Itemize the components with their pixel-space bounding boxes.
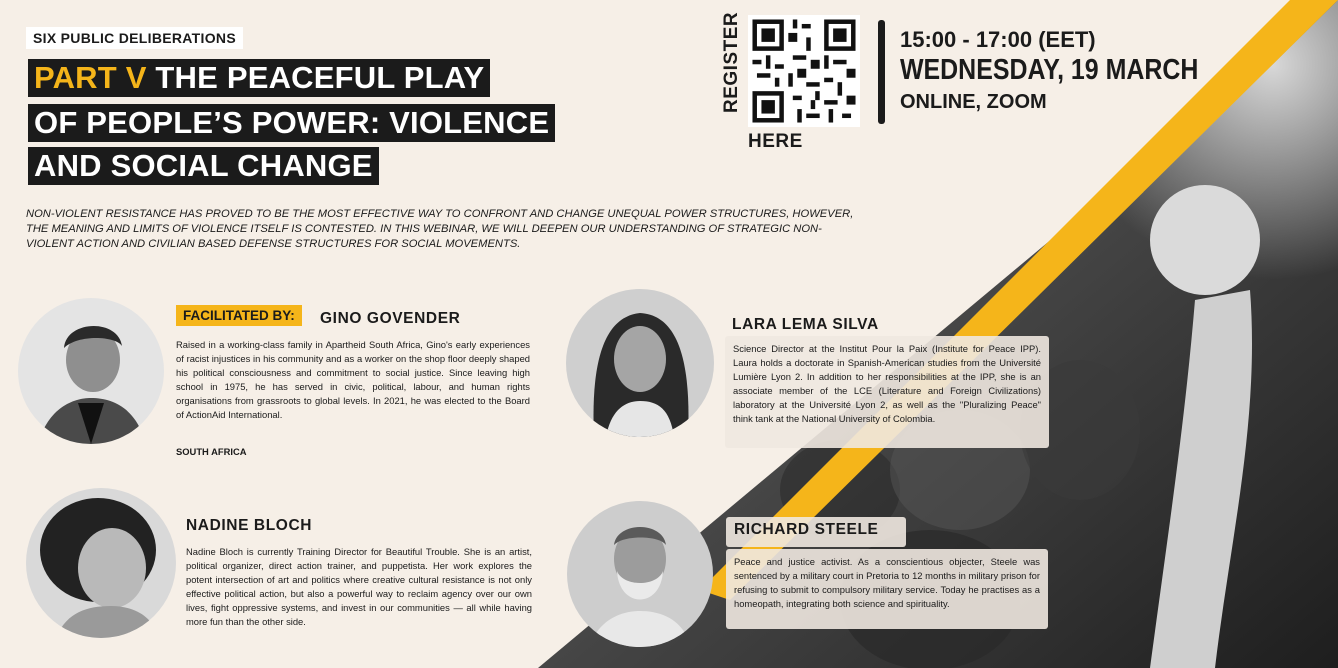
speaker-bio-richard: Peace and justice activist. As a conscientious objecter, Steele was sentenced by a military court in Pretoria to 12 months in military prison for refusing to submit to compulsory military service. Today he practises as a homeopath, integrating both science and spirituality.: [734, 556, 1040, 609]
speaker-bio-lara: Science Director at the Institut Pour la Paix (Institute for Peace IPP). Laura holds a doctorate in Spanish-American studies from the Université Lumière Lyon 2. In addition to her responsibilities at the IPP, she is an associate member of the LCE (Literature and Foreign Civilizations) laboratory at the Université Lyon 2, as well as the "Pluralizing Peace" think tank at the National University of Colombia.: [733, 343, 1041, 424]
speaker-name-lara: LARA LEMA SILVA: [732, 316, 879, 333]
speaker-name-nadine: NADINE BLOCH: [186, 517, 313, 534]
speaker-bio-box-richard: [726, 549, 1048, 629]
qr-code-icon[interactable]: [748, 15, 860, 127]
register-label[interactable]: REGISTER: [721, 11, 742, 113]
lara-lema-silva-avatar: [566, 289, 714, 437]
facilitated-by-badge: FACILITATED BY:: [176, 305, 302, 326]
gino-govender-avatar: [18, 298, 164, 444]
part-label: PART V: [34, 60, 147, 95]
richard-steele-avatar: [567, 501, 713, 647]
series-label: SIX PUBLIC DELIBERATIONS: [26, 27, 243, 49]
event-date: WEDNESDAY, 19 MARCH: [900, 54, 1199, 86]
nadine-bloch-avatar: [26, 488, 176, 638]
facilitator-bio: Raised in a working-class family in Apartheid South Africa, Gino's early experiences of racist injustices in his community and as a worker on the shop floor deeply shaped his political consciousness and commitment to social justice. Since leaving high school in 1975, he has served in civic, political, labour, and human rights organisations from grassroots to global levels. In 2021, he was elected to the Board of ActionAid International.: [176, 339, 530, 420]
speaker-name-richard: RICHARD STEELE: [734, 521, 879, 538]
event-place: ONLINE, ZOOM: [900, 91, 1047, 113]
speaker-bio-box-lara: [725, 336, 1049, 448]
register-here-label[interactable]: HERE: [748, 131, 803, 152]
event-time: 15:00 - 17:00 (EET): [900, 27, 1096, 52]
speaker-name-box-richard: [726, 517, 906, 547]
facilitator-country: SOUTH AFRICA: [176, 446, 247, 457]
title-line-3: AND SOCIAL CHANGE: [28, 147, 379, 185]
title-line-2: OF PEOPLE’S POWER: VIOLENCE: [28, 104, 555, 142]
event-divider: [878, 20, 885, 124]
title-line-1-text: THE PEACEFUL PLAY: [155, 60, 485, 95]
speaker-bio-nadine: Nadine Bloch is currently Training Director for Beautiful Trouble. She is an artist, political organizer, direct action trainer, and puppetista. Her work explores the potent intersection of art and politics where creative cultural resistance is not only effective political action, but also a powerful way to reclaim agency over our own lives, fight oppressive systems, and invest in our communities — all while having more fun than the other side.: [186, 546, 532, 627]
title-line-1: [28, 59, 490, 97]
facilitator-name: GINO GOVENDER: [320, 310, 461, 327]
intro-paragraph: NON-VIOLENT RESISTANCE HAS PROVED TO BE THE MOST EFFECTIVE WAY TO CONFRONT AND CHANGE UNEQUAL POWER STRUCTURES, HOWEVER, THE MEANING AND LIMITS OF VIOLENCE ITSELF IS CONTESTED. IN THIS WEBINAR, WE WILL DEEPEN OUR UNDERSTANDING OF STRATEGIC NON-VIOLENT ACTION AND CIVILIAN BASED DEFENSE STRUCTURES FOR SOCIAL MOVEMENTS.: [26, 208, 854, 251]
